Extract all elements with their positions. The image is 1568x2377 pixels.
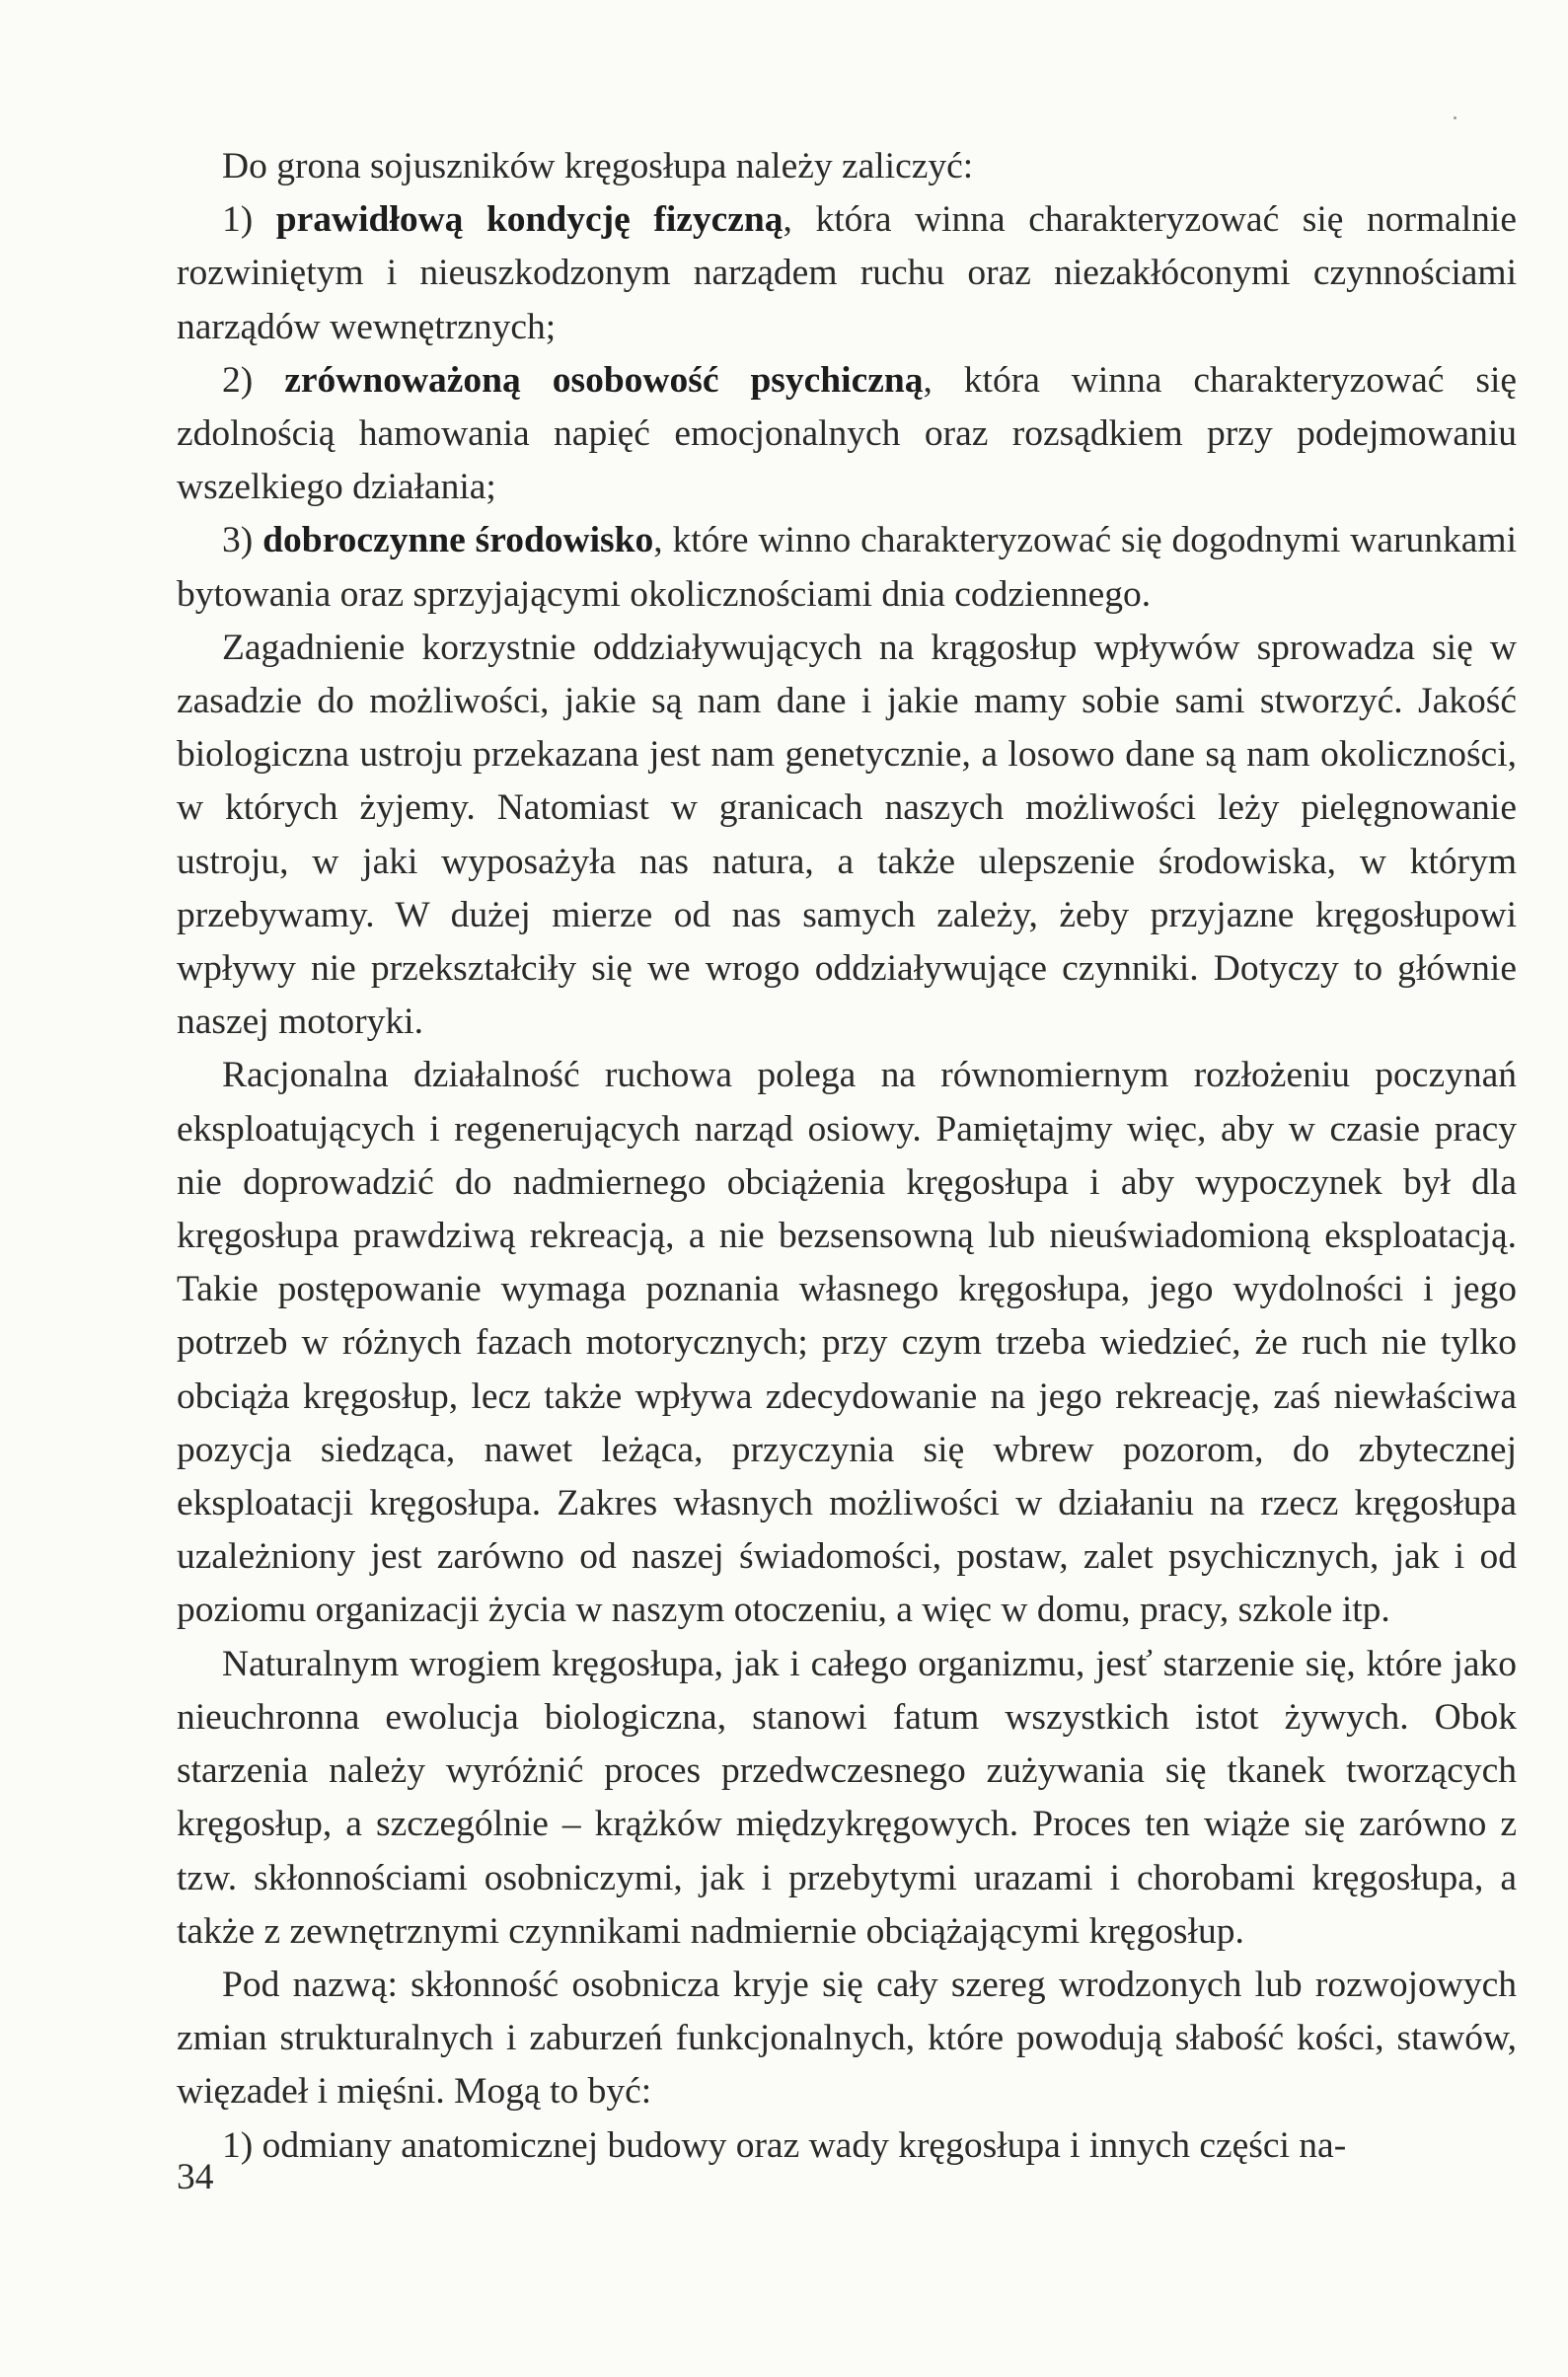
ally-description: , które winno charakteryzować się dogodnymi warunkami bytowania oraz sprzyjającymi okolicznościami dnia codziennego.	[177, 520, 1517, 615]
ally-description: , która winna charakteryzować się zdolnością hamowania napięć emocjonalnych oraz rozsądkiem przy podejmowaniu wszelkiego działania;	[177, 359, 1518, 508]
paragraph-influences: Zagadnienie korzystnie oddziaływujących na krągosłup wpływów sprowadza się w zasadzie do możliwości, jakie są nam dane i jakie mamy sobie sami stworzyć. Jakość biologiczna ustroju przekazana jest nam genetycznie, a losowo dane są nam okoliczności, w których żyjemy. Natomiast w granicach naszych możliwości leży pielęgnowanie ustroju, w jaki wyposażyła nas natura, a także ulepszenie środowiska, w którym przebywamy. W dużej mierze od nas samych zależy, żeby przyjazne kręgosłupowi wpływy nie przekształciły się we wrogo oddziaływujące czynniki. Dotyczy to głównie naszej motoryki.	[177, 627, 1517, 1043]
ally-term: zrównoważoną osobowość psychiczną	[284, 359, 924, 401]
ally-number: 3)	[222, 520, 254, 561]
ally-description: , która winna charakteryzować się normalnie rozwiniętym i nieuszkodzonym narządem ruchu oraz niezakłóconymi czynnościami narządów wewnętrznych;	[177, 199, 1517, 347]
tendency-item-1: 1) odmiany anatomicznej budowy oraz wady kręgosłupa i innych części na-	[222, 2124, 1347, 2166]
paragraph-individual-tendency: Pod nazwą: skłonność osobnicza kryje się cały szereg wrodzonych lub rozwojowych zmian strukturalnych i zaburzeń funkcjonalnych, które powodują słabość kości, stawów, więzadeł i mięśni. Mogą to być:	[177, 1964, 1517, 2113]
paragraph-motor-activity: Racjonalna działalność ruchowa polega na równomiernym rozłożeniu poczynań eksploatujących i regenerujących narząd osiowy. Pamiętajmy więc, aby w czasie pracy nie doprowadzić do nadmiernego obciążenia kręgosłupa i aby wypoczynek był dla kręgosłupa prawdziwą rekreacją, a nie bezsensowną lub nieuświadomioną eksploatacją. Takie postępowanie wymaga poznania własnego kręgosłupa, jego wydolności i jego potrzeb w różnych fazach motorycznych; przy czym trzeba wiedzieć, że ruch nie tylko obciąża kręgosłup, lecz także wpływa zdecydowanie na jego rekreację, zaś niewłaściwa pozycja siedząca, nawet leżąca, przyczynia się wbrew pozorom, do zbytecznej eksploatacji kręgosłupa. Zakres własnych możliwości w działaniu na rzecz kręgosłupa uzależniony jest zarówno od naszej świadomości, postaw, zalet psychicznych, jak i od poziomu organizacji życia w naszym otoczeniu, a więc w domu, pracy, szkole itp.	[177, 1055, 1517, 1631]
ally-number: 2)	[222, 359, 254, 401]
ally-item-1	[177, 193, 1517, 354]
intro-paragraph: Do grona sojuszników kręgosłupa należy zaliczyć:	[222, 146, 974, 186]
paper-speck	[1454, 116, 1456, 119]
page-number: 34	[177, 2157, 214, 2197]
ally-term: dobroczynne środowisko	[262, 520, 654, 561]
paragraph-natural-enemy: Naturalnym wrogiem kręgosłupa, jak i całego organizmu, jesť starzenie się, które jako nieuchronna ewolucja biologiczna, stanowi fatum wszystkich istot żywych. Obok starzenia należy wyróżnić proces przedwczesnego zużywania się tkanek tworzących kręgosłup, a szczególnie – krążków międzykręgowych. Proces ten wiąże się zarówno z tzw. skłonnościami osobniczymi, jak i przebytymi urazami i chorobami kręgosłupa, a także z zewnętrznymi czynnikami nadmiernie obciążającymi kręgosłup.	[177, 1643, 1517, 1952]
ally-term: prawidłową kondycję fizyczną	[275, 199, 784, 241]
ally-item-2	[177, 354, 1517, 515]
ally-item-3	[177, 514, 1517, 621]
body-text	[177, 140, 1517, 2173]
ally-number: 1)	[222, 199, 254, 241]
